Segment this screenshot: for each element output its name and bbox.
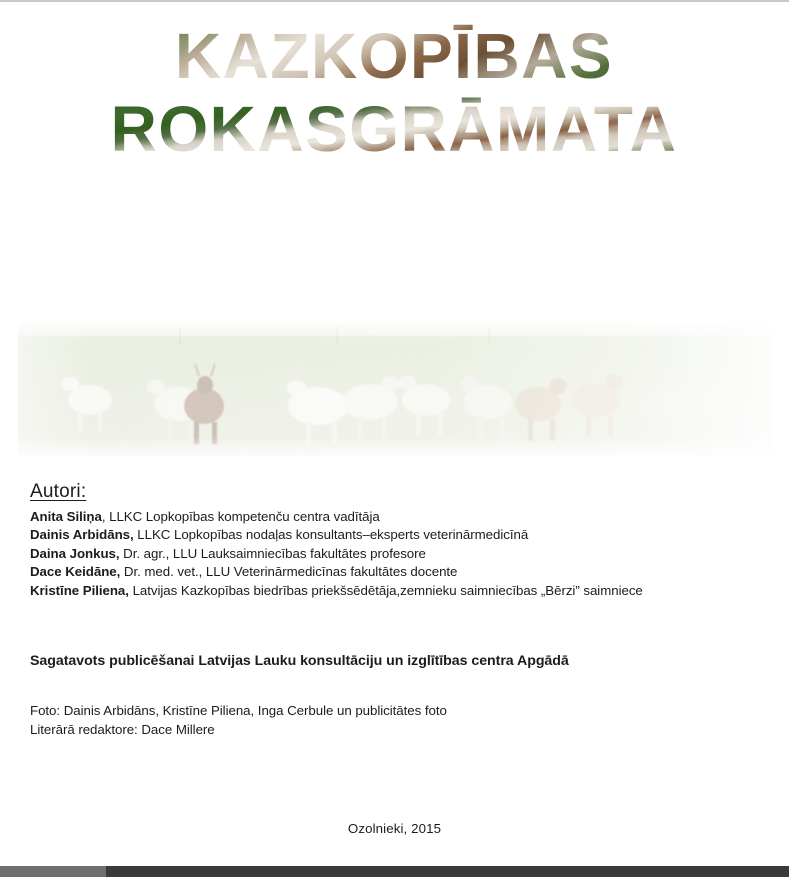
document-page [0, 2, 789, 864]
authors-list [30, 508, 760, 600]
title-line-2-fill [0, 88, 789, 166]
author-entry [30, 582, 760, 600]
author-role: , LLKC Lopkopības kompetenču centra vadītāja [101, 509, 380, 524]
cover-photo-artwork [18, 322, 771, 456]
authors-heading: Autori: [30, 481, 87, 502]
cover-title [0, 6, 789, 166]
publisher-statement: Sagatavots publicēšanai Latvijas Lauku konsultāciju un izglītības centra Apgādā [30, 653, 569, 669]
author-name: Anita Siliņa [30, 509, 102, 524]
author-name: Dainis Arbidāns, [30, 527, 134, 543]
author-role: Dr. med. vet., LLU Veterinārmedicīnas fakultātes docente [120, 564, 458, 580]
title-line-1-fill [0, 6, 789, 96]
author-name: Dace Keidāne, [30, 564, 121, 580]
horizontal-scrollbar[interactable] [0, 866, 789, 877]
credits-block [30, 701, 730, 739]
imprint-place-year: Ozolnieki, 2015 [347, 821, 442, 836]
author-role: Dr. agr., LLU Lauksaimniecības fakultātes profesore [119, 545, 426, 561]
author-entry [30, 526, 760, 544]
photo-credit: Foto: Dainis Arbidāns, Kristīne Piliena, Inga Cerbule un publicitātes foto [30, 703, 447, 718]
cover-title-artwork [0, 6, 789, 166]
author-role: LLKC Lopkopības nodaļas konsultants–eksperts veterinārmedicīnā [133, 527, 529, 543]
scrollbar-thumb[interactable] [0, 866, 106, 877]
cover-photo [18, 322, 771, 456]
author-name: Daina Jonkus, [30, 545, 120, 561]
author-entry [30, 563, 760, 581]
author-role: Latvijas Kazkopības biedrības priekšsēdētāja,zemnieku saimniecības „Bērzi” saimniece [128, 582, 643, 598]
author-name: Kristīne Piliena, [30, 582, 129, 598]
editor-credit: Literārā redaktore: Dace Millere [30, 722, 215, 737]
author-entry [30, 545, 760, 563]
author-entry [30, 508, 760, 526]
